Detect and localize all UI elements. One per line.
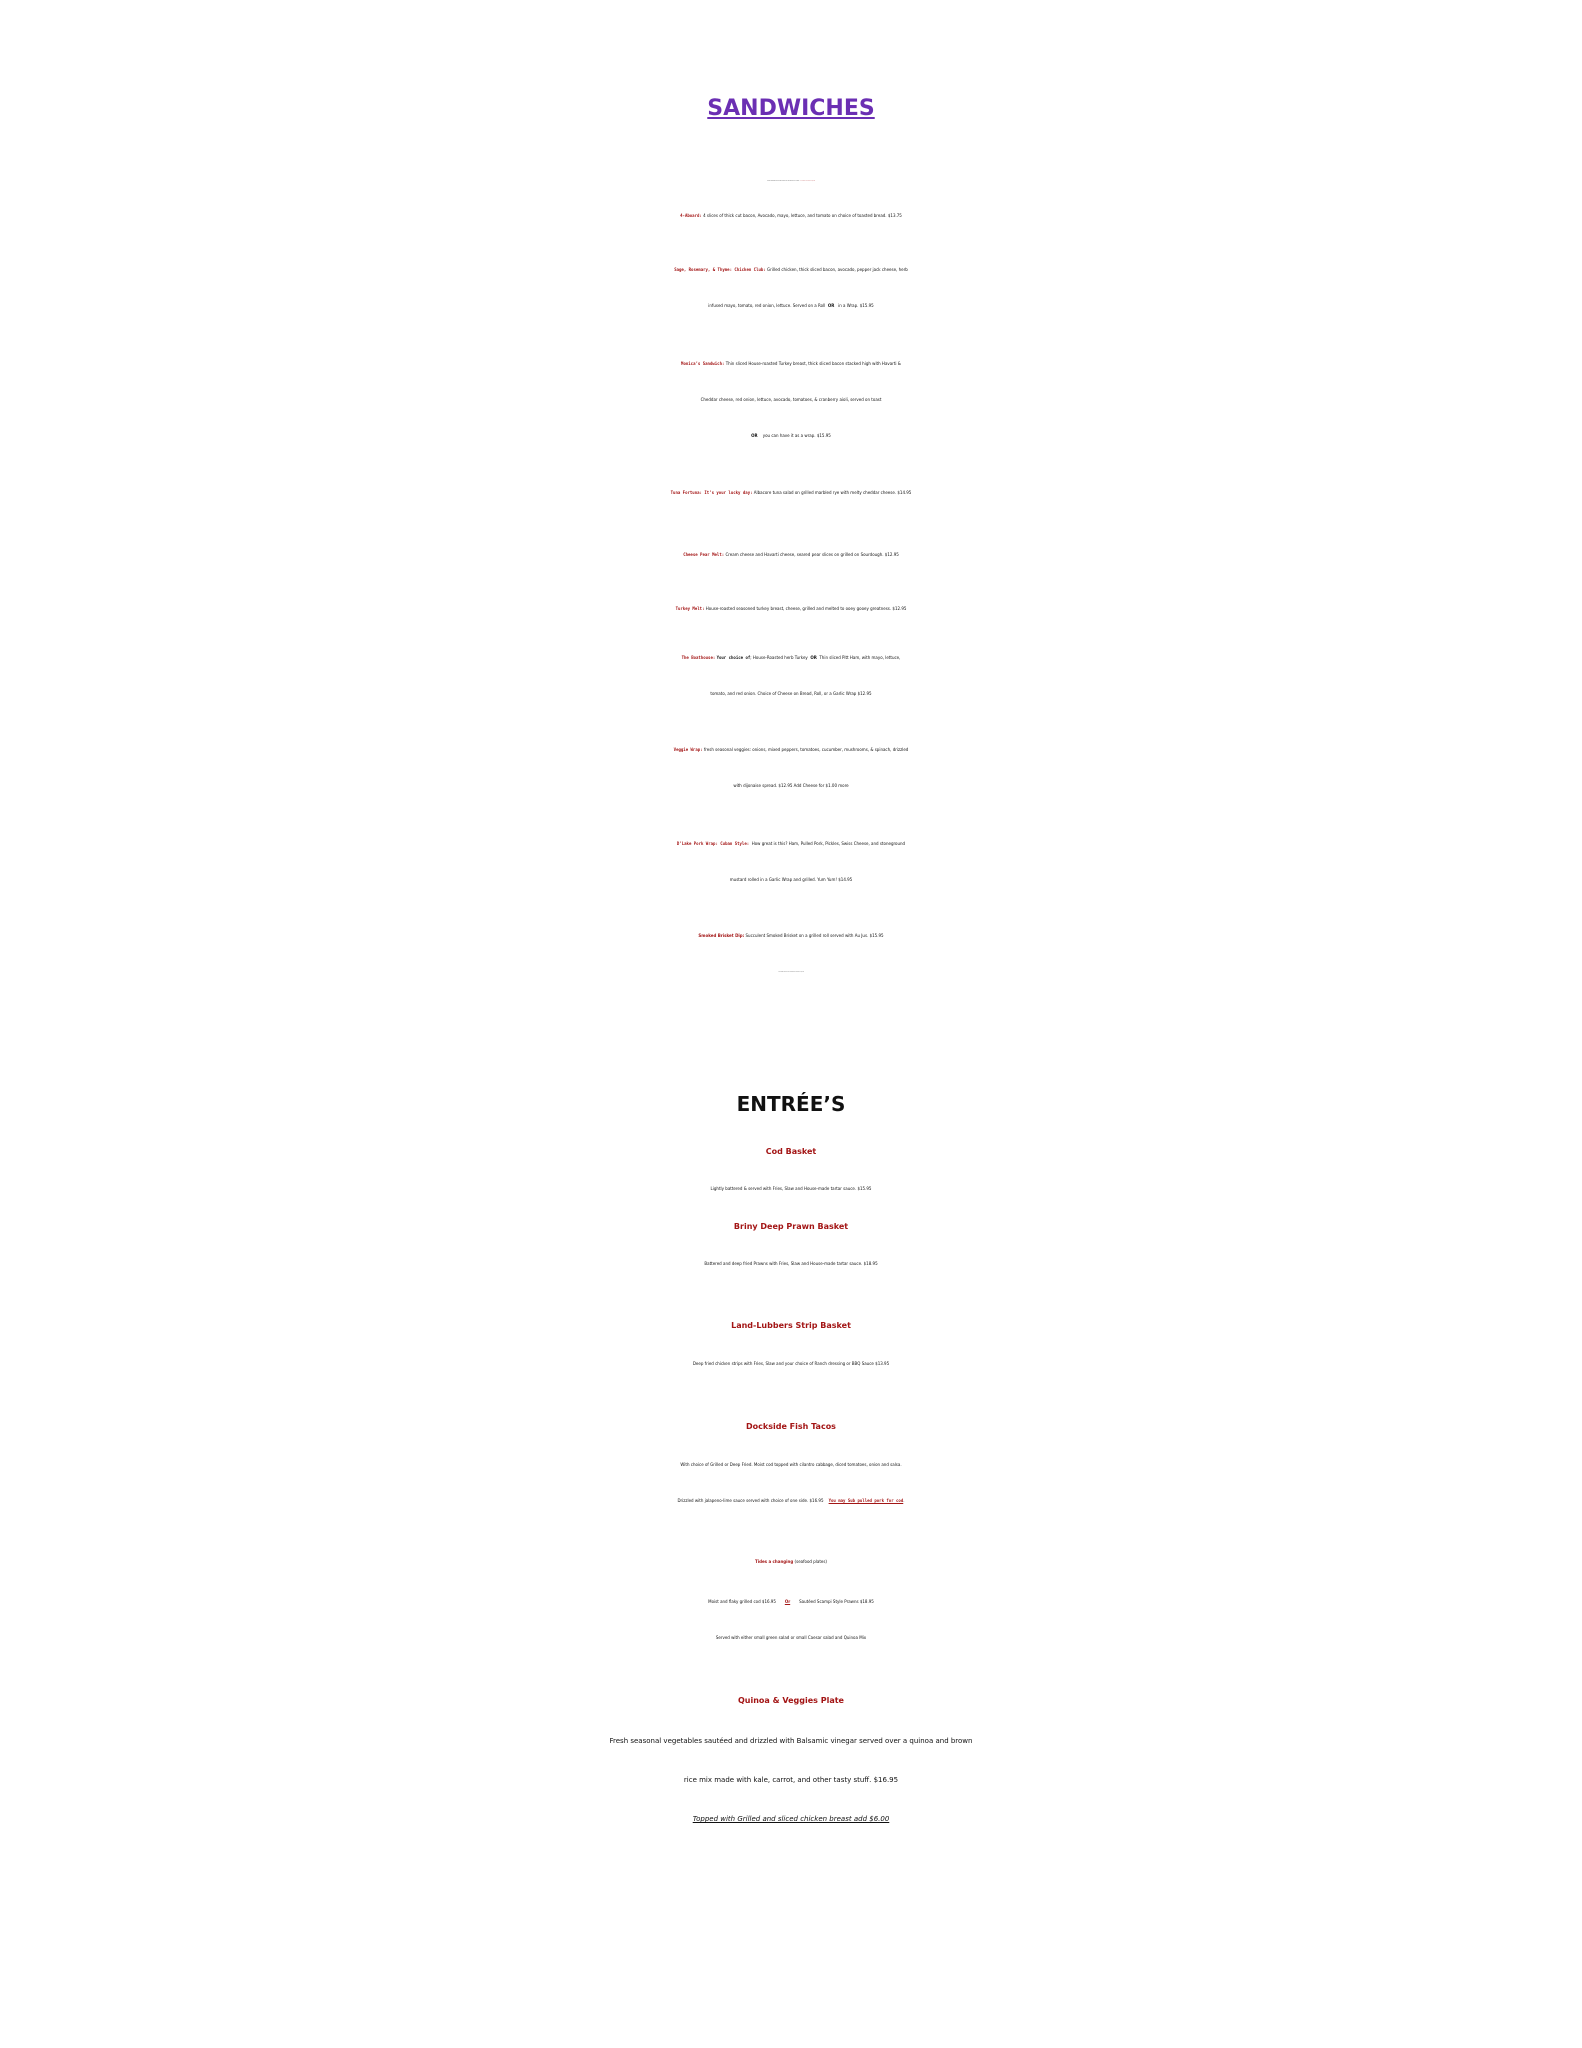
entree-tides-heading	[0, 1560, 1582, 1565]
entree-fish-tacos-line1: With choice of Grilled or Deep Fried. Moist cod topped with cilantro cabbage, diced tomatoes, onion and salsa.	[680, 1462, 902, 1467]
item-desc: ; House-Roasted herb Turkey	[750, 655, 808, 660]
item-name: 4-Aboard:	[680, 213, 702, 218]
or-label: OR	[751, 433, 758, 438]
menu-item-smoked-brisket-dip	[0, 934, 1582, 939]
sub-pork-note: You may Sub pulled pork for cod	[828, 1498, 904, 1503]
tides-option-cod: Moist and flaky grilled cod $16.95	[708, 1599, 776, 1604]
entree-quinoa-addon: Topped with Grilled and sliced chicken breast add $6.00	[692, 1815, 890, 1823]
entree-prawn-basket-name: Briny Deep Prawn Basket	[733, 1222, 849, 1231]
menu-item-veggie-wrap	[0, 748, 1582, 753]
item-name: Cheese Pear Melt:	[683, 552, 725, 557]
menu-item-turkey-melt	[0, 607, 1582, 612]
entree-quinoa-line1: Fresh seasonal vegetables sautéed and drizzled with Balsamic vinegar served over a quinoa and brown	[609, 1737, 973, 1745]
item-desc: How great is this? Ham, Pulled Pork, Pickles, Swiss Cheese, and stoneground	[751, 841, 906, 846]
entree-tides-line2: Served with either small green salad or small Caesar salad and Quinoa Mix	[715, 1635, 867, 1640]
sub-label: Sub	[800, 181, 802, 182]
item-desc: 4 slices of thick cut bacon, Avocado, mayo, lettuce, and tomato on choice of toasted bread. $13.75	[703, 213, 902, 218]
item-desc: Cream cheese and Havarti cheese, seared pear slices on grilled on Sourdough. $12.95	[725, 552, 899, 557]
item-desc: you can have it as a wrap. $15.95	[762, 433, 831, 438]
menu-item-dlake-pork-wrap-line2: mustard rolled in a Garlic Wrap and grilled. Yum Yum! $14.95	[729, 877, 853, 882]
entree-fish-tacos-line2	[0, 1499, 1582, 1504]
sandwiches-title: SANDWICHES	[707, 96, 875, 121]
entree-tides-name: Tides a changing	[755, 1559, 794, 1564]
menu-item-monicas-sandwich	[0, 362, 1582, 367]
sandwiches-intro-2	[0, 181, 1582, 182]
item-name: Sage, Rosemary, & Thyme: Chicken Club:	[674, 267, 766, 272]
menu-item-tuna-fortuna	[0, 491, 1582, 496]
menu-item-chicken-club	[0, 268, 1582, 273]
item-desc: Grilled chicken, thick sliced bacon, avocado, pepper jack cheese, herb	[767, 267, 908, 272]
entree-quinoa-line2: rice mix made with kale, carrot, and other tasty stuff. $16.95	[683, 1776, 899, 1784]
entree-cod-basket-desc: Lightly battered & served with Fries, Slaw and House-made tartar sauce. $15.95	[710, 1186, 872, 1191]
choice-label: Your choice of	[716, 655, 751, 660]
chowder-note: You may substitute a cup of Clam Chowder for your side dish for 1.25 more	[767, 181, 800, 182]
entree-fish-tacos-name: Dockside Fish Tacos	[746, 1422, 836, 1431]
item-desc: Succulent Smoked Brisket on a grilled roll served with Au Jus. $15.95	[745, 933, 884, 938]
menu-item-dlake-pork-wrap	[0, 842, 1582, 847]
menu-item-boathouse-line2: tomato, and red onion. Choice of Cheese on Bread, Roll, or a Garlic Wrap $12.95	[710, 691, 872, 696]
item-name: D’Lake Pork Wrap: Cuban Style:	[676, 841, 750, 846]
item-name: Smoked Brisket Dip:	[698, 933, 745, 938]
item-desc: Thin sliced Pitt Ham, with mayo, lettuce,	[819, 655, 901, 660]
item-name: The Boathouse:	[681, 655, 716, 660]
menu-item-monicas-line3	[0, 434, 1582, 439]
item-desc: House-roasted seasoned turkey breast, cheese, grilled and melted to ooey gooey greatness. $12.95	[705, 606, 907, 611]
entree-tides-options	[0, 1600, 1582, 1605]
or-label: OR	[810, 655, 817, 660]
entree-quinoa-name: Quinoa & Veggies Plate	[738, 1696, 844, 1705]
menu-item-chicken-club-line2	[0, 304, 1582, 309]
period: .	[903, 1498, 905, 1503]
item-name: Monica’s Sandwich:	[681, 361, 725, 366]
entree-strip-basket-desc: Deep fried chicken strips with Fries, Slaw and your choice of Ranch dressing or BBQ Sauce $13.95	[692, 1361, 890, 1366]
item-name: Tuna Fortuna: It’s your lucky day:	[670, 490, 753, 495]
entree-tides-note: (seafood plates)	[794, 1559, 827, 1564]
item-desc: infused mayo, tomato, red onion, lettuce. Served on a Roll	[708, 303, 826, 308]
item-desc: fresh seasonal veggies: onions, mixed peppers, tomatoes, cucumber, mushrooms, & spinach, drizzled	[703, 747, 909, 752]
item-desc: Drizzled with jalapeno-lime sauce served with choice of one side. $16.95	[677, 1498, 824, 1503]
menu-item-cheese-pear-melt	[0, 553, 1582, 558]
gluten-free-note: Gluten Free Bun for $1.25	[802, 181, 815, 182]
item-name: Turkey Melt:	[675, 606, 705, 611]
or-label: Or	[784, 1599, 791, 1604]
entree-cod-basket-name: Cod Basket	[765, 1147, 817, 1156]
tides-option-prawns: Sautéed Scampi Style Prawns $18.95	[799, 1599, 874, 1604]
menu-item-monicas-line2: Cheddar cheese, red onion, lettuce, avocado, tomatoes, & cranberry aioli, served on toast	[700, 397, 882, 402]
item-name: Veggie Wrap:	[673, 747, 703, 752]
menu-item-4-aboard	[0, 214, 1582, 219]
item-desc: Albacore tuna salad on grilled marbled rye with melty cheddar cheese. $14.95	[753, 490, 912, 495]
entree-prawn-basket-desc: Battered and deep fried Prawns with Fries, Slaw and House-made tartar sauce. $18.95	[704, 1261, 878, 1266]
menu-item-boathouse	[0, 656, 1582, 661]
item-desc: Thin sliced House-roasted Turkey breast, thick sliced bacon stacked high with Havarti &	[725, 361, 901, 366]
menu-item-smoked-brisket-addon: Add Swiss cheese and caramelized onions for $1.50	[778, 972, 804, 973]
or-label: OR	[827, 303, 835, 308]
entree-strip-basket-name: Land-Lubbers Strip Basket	[731, 1321, 851, 1330]
item-desc: in a Wrap. $15.95	[838, 303, 874, 308]
menu-item-veggie-wrap-line2: with dijonaise spread. $12.95 Add Cheese for $1.00 more	[733, 783, 849, 788]
entrees-title: ENTRÉE’S	[736, 1092, 846, 1116]
